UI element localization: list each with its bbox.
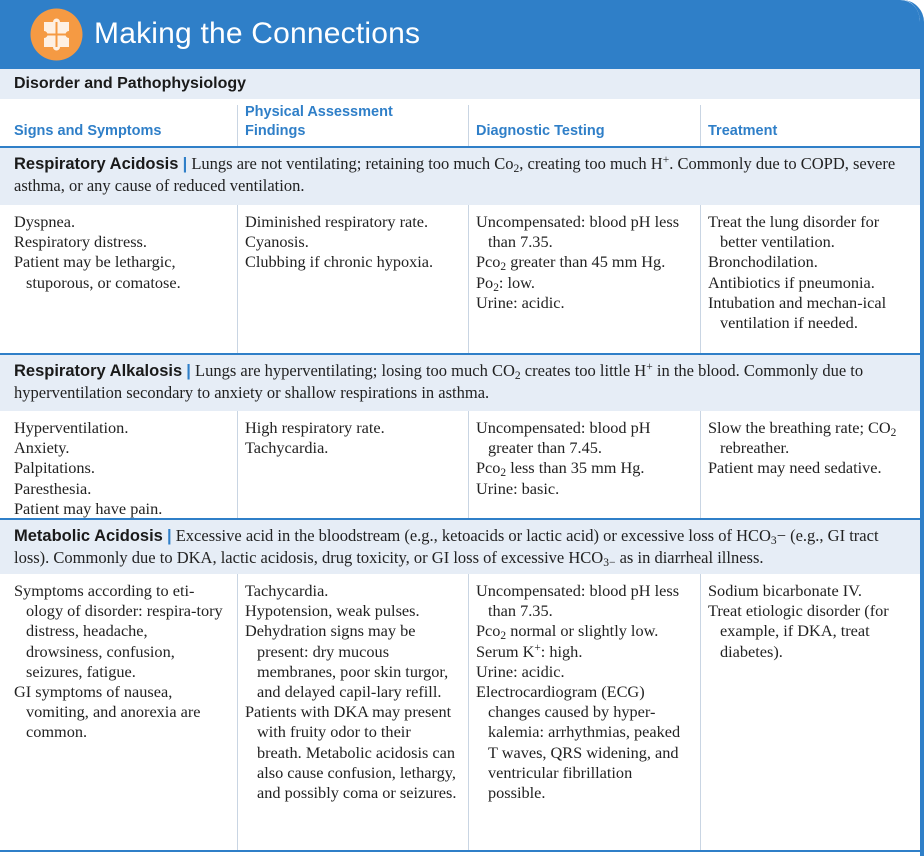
list-item: Patients with DKA may present with fruity odor to their breath. Metabolic acidosis can also cause confusion, lethargy, and possibly coma or seizures. (245, 702, 457, 803)
column-divider (468, 411, 469, 518)
list-item: Pco$_2$ greater than 45 mm Hg. (476, 252, 666, 274)
disorder-band (0, 518, 920, 574)
disorder-description: Excessive acid in the bloodstream (e.g., ketoacids or lactic acid) or excessive loss of $HCO_3- (e.g$., GI tract loss). Commonly due to DKA, lactic acidosis, drug toxicity, or GI loss of excessive $HCO_{3-}$ as in diarrheal illness. (14, 526, 879, 569)
column-divider (468, 105, 469, 146)
list-item: Urine: basic. (476, 478, 560, 498)
column-divider (468, 205, 469, 353)
signs-cell (14, 212, 228, 293)
column-header-testing: Diagnostic Testing (476, 123, 605, 139)
list-item: Urine: acidic. (476, 661, 565, 681)
disorder-description: Lungs are hyperventilating; losing too much $CO_2$ creates too little H+ in the blood. Commonly due to hyperventilation secondary to anxiety or shallow respirations in asthma. (14, 361, 864, 402)
list-item: Treat etiologic disorder (for example, if DKA, treat diabetes). (708, 601, 889, 661)
list-item: Paresthesia. (14, 478, 92, 498)
list-item: Hyperventilation. (14, 418, 129, 437)
column-divider (237, 574, 238, 850)
column-divider (237, 205, 238, 353)
treatment-cell (708, 418, 908, 479)
disorder-details-row (0, 411, 920, 518)
list-item: Pco$_2$ less than 35 mm Hg. (476, 458, 645, 480)
column-divider (700, 411, 701, 518)
list-item: Diminished respiratory rate. (245, 212, 429, 231)
list-item: Sodium bicarbonate IV. (708, 581, 862, 600)
list-item: High respiratory rate. (245, 418, 385, 437)
column-divider (700, 105, 701, 146)
list-item: Dehydration signs may be present: dry mucous membranes, poor skin turgor, and delayed capil-lary refill. (245, 621, 449, 702)
testing-cell (476, 581, 690, 803)
column-divider (237, 105, 238, 146)
testing-cell (476, 212, 690, 313)
list-item: $Po_2$: low. (476, 272, 535, 294)
disorder-name: Respiratory Acidosis (14, 155, 179, 173)
findings-cell (245, 581, 459, 803)
list-item: Serum K+: high. (476, 641, 583, 661)
list-item: Tachycardia. (245, 438, 329, 458)
signs-cell (14, 581, 228, 743)
list-item: Uncompensated: blood pH greater than 7.45. (476, 418, 651, 458)
disorder-name: Respiratory Alkalosis (14, 362, 183, 380)
list-item: Electrocardiogram (ECG) changes caused by hyper-kalemia: arrhythmias, peaked T waves, QRS widening, and ventricular fibrillation possible. (476, 682, 681, 803)
column-divider (700, 205, 701, 353)
list-item: Uncompensated: blood pH less than 7.35. (476, 212, 680, 252)
puzzle-logo-icon (30, 8, 83, 61)
list-item: Hypotension, weak pulses. (245, 601, 420, 621)
list-item: Intubation and mechan-ical ventilation if needed. (708, 292, 887, 333)
column-header-signs: Signs and Symptoms (14, 123, 162, 139)
list-item: Uncompensated: blood pH less than 7.35. (476, 581, 680, 621)
page-title: Making the Connections (94, 17, 421, 50)
panel-header (0, 0, 920, 69)
list-item: Patient may have pain. (14, 498, 163, 518)
list-item: Urine: acidic. (476, 292, 565, 312)
list-item: Slow the breathing rate; $CO_2$ rebreather. (708, 418, 897, 458)
list-item: Symptoms according to eti-ology of disorder: respira-tory distress, headache, drowsiness, confusion, seizures, fatigue. (14, 581, 223, 681)
column-divider (700, 574, 701, 850)
testing-cell (476, 418, 690, 499)
column-divider (237, 411, 238, 518)
list-item: Antibiotics if pneumonia. (708, 272, 875, 292)
column-header-treatment: Treatment (708, 123, 778, 139)
table-caption: Disorder and Pathophysiology (0, 69, 920, 99)
list-item: Pco$_2$ normal or slightly low. (476, 621, 659, 643)
list-item: Cyanosis. (245, 232, 309, 252)
list-item: Patient may be lethargic, stuporous, or comatose. (14, 252, 181, 292)
disorder-details-row (0, 205, 920, 353)
list-item: GI symptoms of nausea, vomiting, and anorexia are common. (14, 682, 201, 742)
list-item: Tachycardia. (245, 581, 329, 600)
disorder-description: Lungs are not ventilating; retaining too much $Co_2$, creating too much H+. Commonly due to COPD, severe asthma, or any cause of reduced ventilation. (14, 154, 896, 195)
column-header-findings: Physical Assessment Findings (245, 104, 393, 139)
findings-cell (245, 418, 459, 458)
disorder-band (0, 353, 920, 411)
list-item: Bronchodilation. (708, 252, 818, 272)
disorder-band (0, 146, 920, 205)
treatment-cell (708, 212, 908, 333)
list-item: Dyspnea. (14, 212, 76, 231)
column-headers (0, 99, 920, 146)
list-item: Palpitations. (14, 458, 95, 478)
list-item: Clubbing if chronic hypoxia. (245, 252, 434, 272)
list-item: Anxiety. (14, 438, 70, 458)
disorder-details-row (0, 574, 920, 850)
treatment-cell (708, 581, 908, 662)
disorder-separator: | (186, 362, 191, 380)
bottom-rule (0, 850, 920, 852)
disorder-separator: | (182, 155, 188, 173)
column-divider (468, 574, 469, 850)
signs-cell (14, 418, 228, 519)
list-item: Respiratory distress. (14, 232, 147, 252)
list-item: Patient may need sedative. (708, 458, 882, 478)
disorder-name: Metabolic Acidosis (14, 527, 163, 545)
disorder-separator: | (166, 527, 172, 545)
findings-cell (245, 212, 459, 273)
list-item: Treat the lung disorder for better ventilation. (708, 212, 880, 252)
